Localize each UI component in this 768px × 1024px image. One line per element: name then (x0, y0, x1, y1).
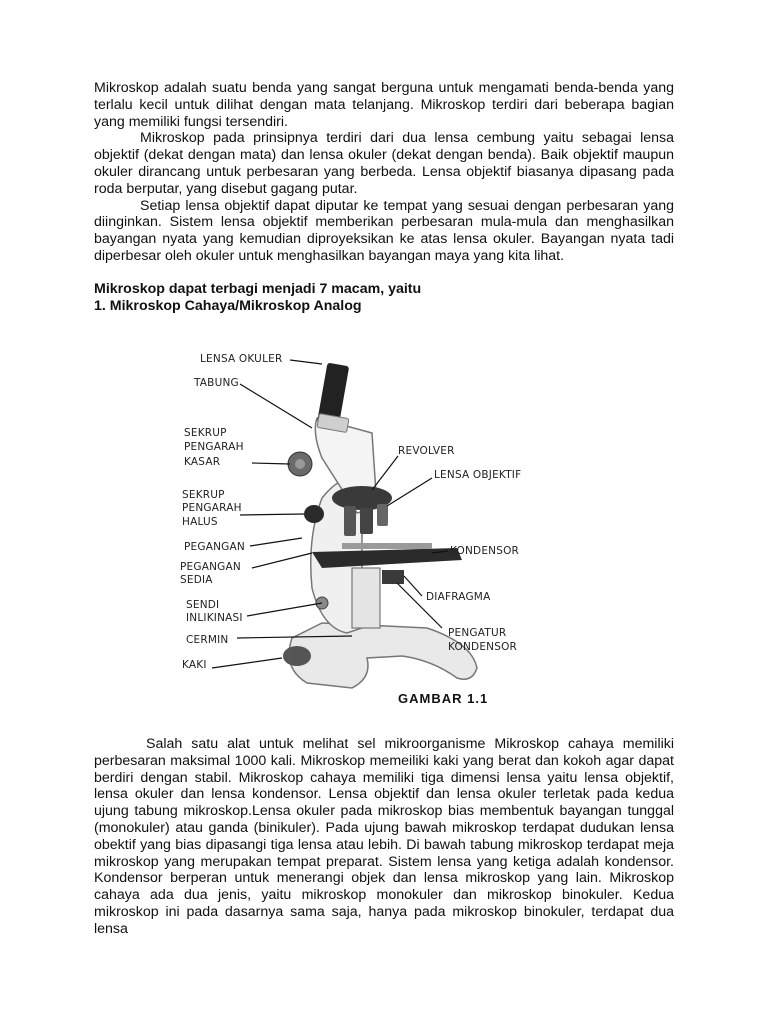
label-pengatur-2: KONDENSOR (448, 641, 518, 653)
label-sekrup-kasar-2: PENGARAH (184, 441, 244, 453)
label-cermin: CERMIN (186, 634, 229, 646)
label-pegangan: PEGANGAN (184, 541, 245, 553)
label-tabung: TABUNG (194, 377, 239, 389)
label-kondensor: KONDENSOR (450, 545, 520, 557)
label-diafragma: DIAFRAGMA (426, 591, 491, 603)
microscope-illustration (172, 338, 564, 708)
label-pegangan-sedia-2: SEDIA (180, 574, 213, 586)
label-sendi-1: SENDI (186, 599, 220, 611)
label-lensa-objektif: LENSA OBJEKTIF (434, 469, 522, 481)
document-body (94, 736, 674, 938)
label-pegangan-sedia-1: PEGANGAN (180, 561, 241, 573)
figure-caption: GAMBAR 1.1 (398, 691, 489, 706)
label-lensa-okuler: LENSA OKULER (200, 353, 283, 365)
microscope-figure (172, 338, 564, 708)
label-revolver: REVOLVER (398, 445, 455, 457)
paragraph-intro-3: Setiap lensa objektif dapat diputar ke tempat yang sesuai dengan perbesaran yang diinginkan. Sistem lensa objektif memberikan perbesaran mula-mula dan menghasilkan bayangan nyata yang kemudian diproyeksikan ke atas lensa okuler. Bayangan nyata tadi diperbesar oleh okuler untuk menghasilkan bayangan maya yang kita lihat. (94, 197, 674, 264)
label-sekrup-halus-2: PENGARAH (182, 502, 242, 514)
label-sekrup-halus-1: SEKRUP (182, 489, 225, 501)
section-subheading: 1. Mikroskop Cahaya/Mikroskop Analog (94, 297, 362, 314)
label-sekrup-halus-3: HALUS (182, 516, 218, 528)
label-sekrup-kasar-3: KASAR (184, 456, 221, 468)
label-pengatur-1: PENGATUR (448, 627, 507, 639)
section-heading: Mikroskop dapat terbagi menjadi 7 macam, yaitu (94, 280, 422, 297)
document-page (94, 80, 674, 314)
label-sekrup-kasar-1: SEKRUP (184, 427, 227, 439)
paragraph-body: Salah satu alat untuk melihat sel mikroorganisme Mikroskop cahaya memiliki perbesaran maksimal 1000 kali. Mikroskop memeiliki kaki yang berat dan kokoh agar dapat berdiri dengan stabil. Mikroskop cahaya memiliki tiga dimensi lensa yaitu lensa objektif, lensa okuler dan lensa kondensor. Lensa objektif dan lensa okuler terletak pada kedua ujung tabung mikroskop.Lensa okuler pada mikroskop bias membentuk bayangan tunggal (monokuler) atau ganda (binikuler). Pada ujung bawah mikroskop terdapat dudukan lensa obektif yang bias dipasangi tiga lensa atau lebih. Di bawah tabung mikroskop terdapat meja mikroskop yang merupakan tempat preparat. Sistem lensa yang ketiga adalah kondensor. Kondensor berperan untuk menerangi objek dan lensa mikroskop yang lain. Mikroskop cahaya ada dua jenis, yaitu mikroskop monokuler dan mikroskop binokuler. Kedua mikroskop ini pada dasarnya sama saja, hanya pada mikroskop binokuler, terdapat dua lensa (94, 736, 674, 937)
label-kaki: KAKI (182, 659, 207, 671)
paragraph-intro-2: Mikroskop pada prinsipnya terdiri dari dua lensa cembung yaitu sebagai lensa objektif (dekat dengan mata) dan lensa okuler (dekat dengan benda). Baik objektif maupun okuler dirancang untuk perbesaran yang berbeda. Lensa objektif biasanya dipasang pada roda berputar, yang disebut gagang putar. (94, 130, 674, 197)
label-sendi-2: INLIKINASI (186, 612, 243, 624)
paragraph-intro-1: Mikroskop adalah suatu benda yang sangat berguna untuk mengamati benda-benda yang terlalu kecil untuk dilihat dengan mata telanjang. Mikroskop terdiri dari beberapa bagian yang memiliki fungsi tersendiri. (94, 80, 674, 130)
